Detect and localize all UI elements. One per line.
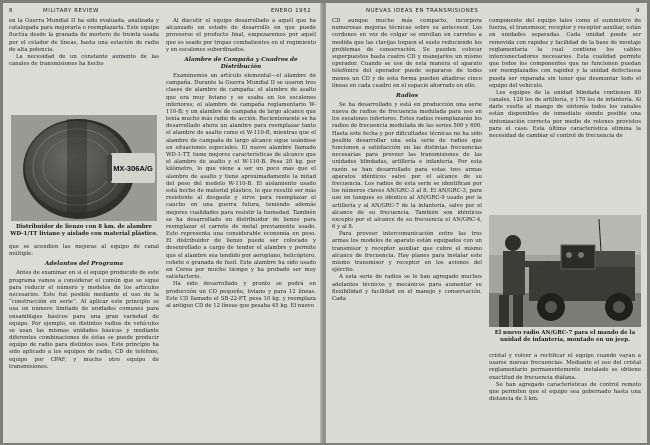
paragraph: Para proveer intercomunicación entre las tres armas los modelos de aparato están equipados con un transmisor y receptor auxiliar que cubre el mismo alcance de frecuencia. Hay planes para instalar este mismo transmisor y receptor en los aviones del ejército. — [332, 231, 482, 274]
paragraph: La necesidad de un constante aumento de las canales de transmisiones ha hecho — [9, 53, 159, 68]
section-heading: Radios — [395, 92, 419, 99]
caption-wire-reel: Distribuidor de lienzo con 8 km. de alambre WD-1/TT liviano y aislado con material plástico. — [10, 224, 158, 237]
right-col2-top — [489, 18, 641, 140]
right-page — [326, 3, 647, 443]
photo-wire-reel — [11, 115, 157, 221]
paragraph: Al discutir el equipo desarrollado a aquél que ha alcanzado un estado de desarrollo en que puede proveerse el producto final, empezaremos por aquél que es usado por tropas combatientes en el regimiento y en escalones subordinados. — [166, 18, 316, 53]
reel-label: MX-306A/G — [113, 164, 153, 173]
caption-jeep-radio: El nuevo radio AN/GRC-7 para el mando de la unidad de infantería, montado en un jeep. — [494, 330, 636, 343]
left-page — [3, 3, 322, 443]
left-col1-top — [9, 18, 159, 68]
paragraph: Se ha desarrollado y está en producción una serie nueva de radios de frecuencia modulada para uso en los escalones inferiores. Estos radios reemplazarán los radios de frecuencia modulada de las series 500 y 600. Hasta este fecha y por dificultades técnicas no ha sido posible desarrollar una sola serie de radios que funcionen a satisfacción en las distintas frecuencias necesarias para proveer las transmisiones de las unidades blindadas, artillería e infantería. Por esta razón se han desarrollado para estas tres armas aparatos idénticos salvo por el alcance de su frecuencia. Los radios de esta serie se identifican por los números claves AN/GRC-3 al 8. El AN/GRC-3, para uso en tanques es idéntico al AN/GRC-9 usado por la artillería y al AN/GRC-7 de la infantería, salvo por el alcance de su frecuencia. También son idénticos excepto por el alcance de su frecuencia el AN/GRC-4, 6 y al 8. — [332, 101, 482, 231]
paragraph: Se han agregado características de control remoto que permiten que el equipo sea gobernado hasta una distancia de 3 km. — [489, 381, 641, 403]
wire-reel-photo — [11, 115, 157, 221]
left-col2 — [166, 18, 316, 310]
jeep-radio-photo — [489, 215, 641, 327]
magazine-spread — [3, 3, 647, 443]
paragraph: Ha sido desarrollado y pronto se podrá en producción un CD pequeño, liviano y para 12 líneas. Este CD llamado el SB-22-PT, pesa 10 kg. y reemplaza al antiguo CD de 12 líneas que pesaba 45 kg. El nuevo — [166, 281, 316, 309]
right-col1 — [332, 18, 482, 303]
right-col2-bottom — [489, 353, 641, 403]
paragraph: A esta serie de radios se le han agregado muchos adelantos técnicos y mecánicos para aumentar su flexibilidad y facilidad en el manejo y conservación. Cada — [332, 274, 482, 302]
paragraph: cristal y volver a rectificar el equipo cuando vayan a usarse nuevas frecuencias. Mediante el uso del cristal reglamentario permanentemente instalado se obtiene exactitud de frecuencia diáfana. — [489, 353, 641, 381]
left-col1-bottom — [9, 244, 159, 371]
page-number-left: 8 — [9, 8, 14, 14]
paragraph: que se acendien las mejoras al equipo de canal múltiple. — [9, 244, 159, 258]
running-head-journal: MILITARY REVIEW — [43, 8, 99, 14]
paragraph: Examinemos un artículo elemental—el alambre de campaña. Durante la Guerra Mundial II se usaron tres clases de alambre de campaña: el alambre de asalto que era muy liviano y se usaba en los escalones inferiores; el alambre de campaña reglamentario W-110-B; y un alambre de campaña de largo alcance que tenía mucho más radio de acción. Recientemente se ha desarrollado ahora un alambre para reemplazar tanto el alambre de asalto como el W-110-B, mientras que el alambre de campaña de largo alcance sigue usándose en situaciones especiales. El nuevo alambre llamado WD-1-TT, tiene mejores características de alcance que el alambre de asalto y el W-110-B. Pesa 20 kg. por kilómetro, lo que viene a ser un poco más que el alambre de asalto y tiene aproximadamente la mitad del peso del modelo W-110-B. El aislamiento usado está hecho de material plástico, lo que resultó ser más resistente al desgaste y sirve para reemplazar el caucho en una guerra futura, teniendo además mejores cualidades para resistir la humedad. También se ha desarrollado un distribuidor de lienzo para reemplazar el carrete de metal previamente usado. Esto representa una considerable economía en peso. El distribuidor de lienzo puede ser colocado y desenrollado a cargo de tender el alambre y permite que el alambre sea tendido por aeroplano, helicóptero, cohete o granada de fusil. Este alambre ha sido usado en Corea por mucho tiempo y ha probado ser muy satisfactorio. — [166, 72, 316, 281]
paragraph: Los equipos de la unidad blindada contienen 80 canales, 120 los de artillería, y 170 los de infantería. Al darle vuelta al mango de sintonía todos los canales están disponibles de inmediato siendo posible una sintonización correcta por medio de retenes provistos para el caso. Esta última característica elimina la necesidad de cambiar el control de frecuencia de — [489, 89, 641, 139]
photo-jeep-radio — [489, 215, 641, 327]
paragraph: CD aunque mucho más compacto, incorpora numerosas mejoras técnicas sobre su antecesor. Los cordones en vez de colgar se enrollan en carretes a medida que las clavijas toquen el suelo reduciendo los problemas de conservación. Se pueden colocar superpuestos hasta cuatro CD y manejarlos un mismo operador. Cuando se use de esta manera el aparato telefónico del operador puede separarse de todos menos un CD y de esta forma pueden añadirse cinco líneas en cada cuadro en el espacio ahorrado en ello. — [332, 18, 482, 89]
paragraph: componente del equipo tales como el suministro de fuerza, el transmisor, receptor y receptor auxiliar, están en unidades separadas. Cada unidad puede ser removida con rapidez y facilidad de la base de montaje reglamentaria la cual contiene los cables interconectadores necesarios. Esta cualidad permite que todos los componentes que no funcionen puedan ser reemplazados con rapidez y la unidad defectuosa pueda ser reparada sin tener que desmontar todo el equipo del vehículo. — [489, 18, 641, 89]
paragraph: Antes de examinar en si el equipo producido de este programa vamos a considerar el común que se sigue para reducir el número y modelos de los artículos necesarios. Este fué posible mediante el uso de la “construcción en serie”. Al aplicar este principio se usa un número limitado de unidades comunes para ensamblajes básicos para una gran variedad de equipo. Por ejemplo, en distintos radios de vehículos se usan las mismas unidades básicas y mediante diferentes combinaciones de éstas se puede producir equipo de radio para distintos usos. Este principio ha sido aplicado a los equipos de radio, CD de teléfono, equipo por CPAF, y mucho otro equipo de transmisiones. — [9, 270, 159, 370]
section-heading: Adelantos del Programa — [44, 261, 124, 268]
paragraph: en la Guerra Mundial II ha sido evaluada, analizada y catalogada para mejorarla o reemplazarla. Este equipo fluctúa desde la granada de mortero de treinta usada por el celador de líneas, hasta una estación de radio de alta potencia. — [9, 18, 159, 53]
running-head-date: ENERO 1952 — [271, 8, 312, 14]
running-head-right: NUEVAS IDEAS EN TRANSMISIONES — [366, 8, 479, 14]
page-number-right: 9 — [636, 8, 641, 14]
section-heading: Alambre de Campaña y Cuadros de Distribución — [184, 56, 298, 70]
